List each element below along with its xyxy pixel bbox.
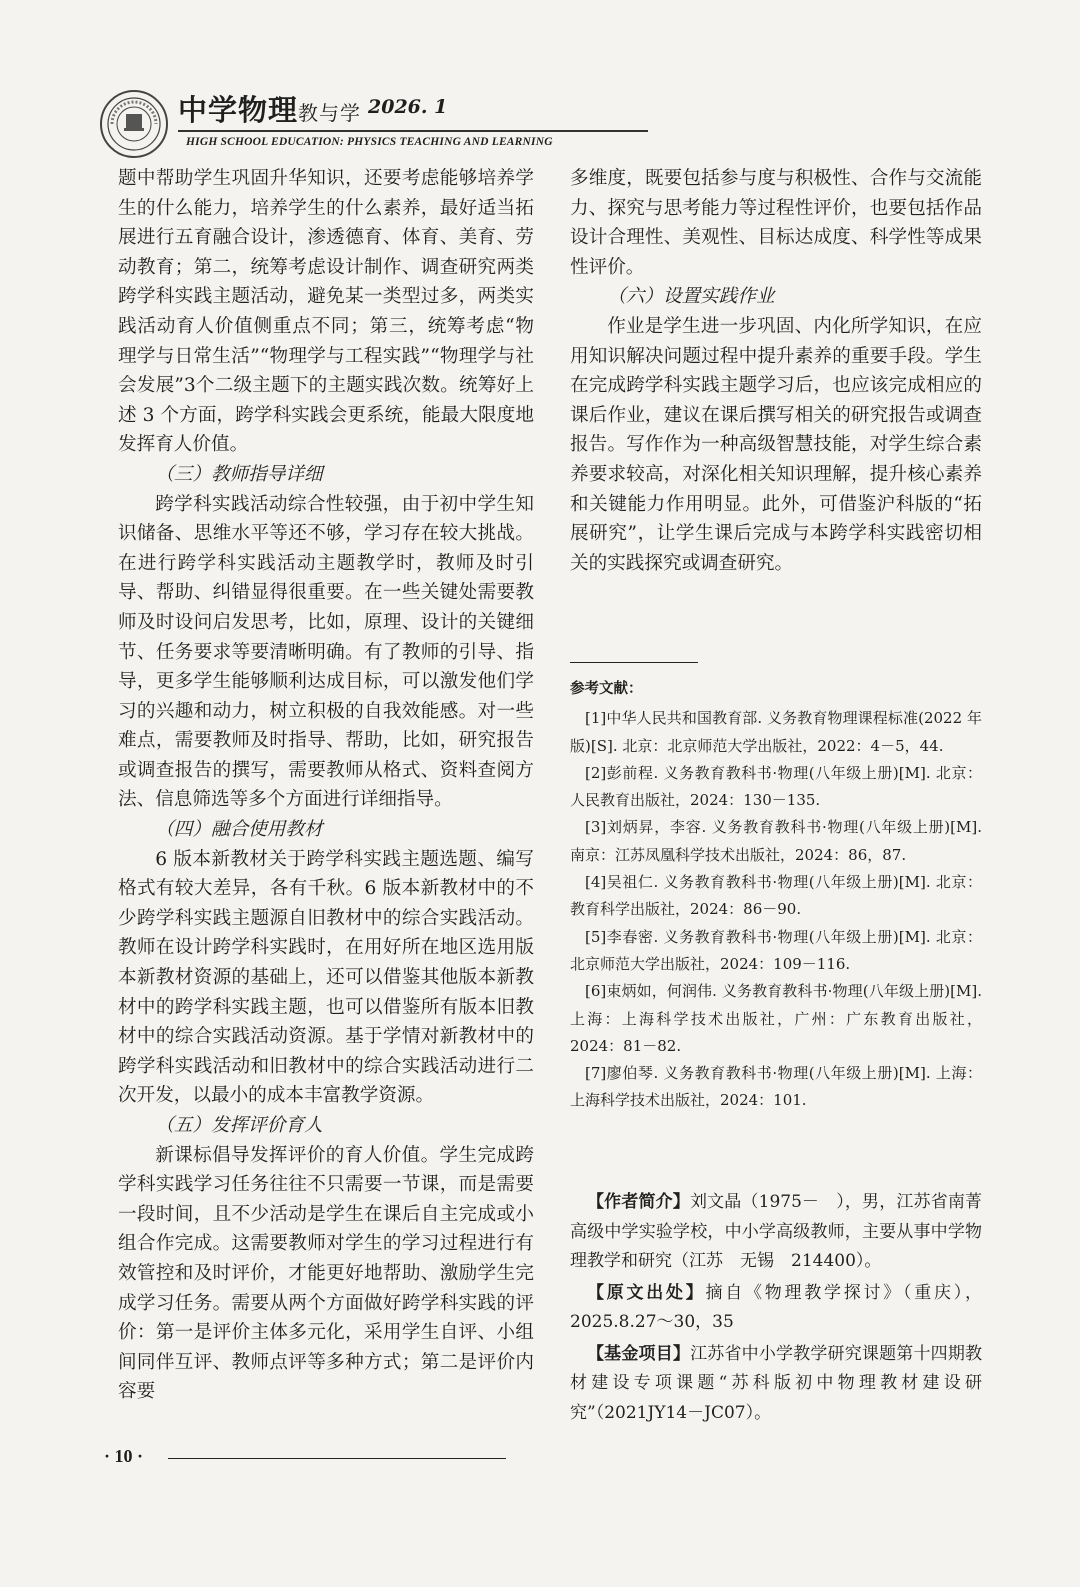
fund-label: 【基金项目】 — [587, 1343, 691, 1364]
right-column — [570, 164, 982, 578]
reference-item: [3]刘炳昇，李容. 义务教育教科书·物理(八年级上册)[M]. 南京：江苏凤凰科学技术出版社，2024：86，87. — [570, 818, 982, 864]
body-paragraph: 多维度，既要包括参与度与积极性、合作与交流能力、探究与思考能力等过程性评价，也要包括作品设计合理性、美观性、目标达成度、科学性等成果性评价。 — [570, 168, 982, 278]
body-paragraph: 新课标倡导发挥评价的育人价值。学生完成跨学科实践学习任务往往不只需要一节课，而是需要一段时间，且不少活动是学生在课后自主完成或小组合作完成。这需要教师对学生的学习过程进行有效管控和及时评价，才能更好地帮助、激励学生完成学习任务。需要从两个方面做好跨学科实践的评价：第一是评价主体多元化，采用学生自评、小组间同伴互评、教师点评等多种方式；第二是评价内容要 — [118, 1144, 534, 1403]
section-heading: （五）发挥评价育人 — [155, 1115, 323, 1136]
references-title: 参考文献： — [570, 681, 643, 697]
journal-title — [178, 88, 361, 129]
fund-text: 江苏省中小学教学研究课题第十四期教材建设专项课题“苏科版初中物理教材建设研究”（2021JY14－JC07）。 — [570, 1343, 983, 1423]
school-emblem-icon — [100, 90, 168, 158]
body-paragraph: 跨学科实践活动综合性较强，由于初中学生知识储备、思维水平等还不够，学习存在较大挑战。在进行跨学科实践活动主题教学时，教师及时引导、帮助、纠错显得很重要。在一些关键处需要教师及时设问启发思考，比如，原理、设计的关键细节、任务要求等要清晰明确。有了教师的引导、指导，更多学生能够顺利达成目标，可以激发他们学习的兴趣和动力，树立积极的自我效能感。对一些难点，需要教师及时指导、帮助，比如，研究报告或调查报告的撰写，需要教师从格式、资料查阅方法、信息筛选等多个方面进行详细指导。 — [118, 493, 534, 811]
journal-english-title: HIGH SCHOOL EDUCATION: PHYSICS TEACHING AND LEARNING — [186, 136, 553, 148]
source-note — [570, 1279, 982, 1338]
left-column — [118, 164, 534, 1407]
references-divider — [570, 662, 698, 663]
source-label: 【原文出处】 — [587, 1282, 706, 1303]
body-paragraph: 6 版本新教材关于跨学科实践主题选题、编写格式有较大差异，各有千秋。6 版本新教材中的不少跨学科实践主题源自旧教材中的综合实践活动。教师在设计跨学科实践时，在用好所在地区选用版本新教材资源的基础上，还可以借鉴其他版本新教材中的跨学科实践主题，也可以借鉴所有版本旧教材中的综合实践活动资源。基于学情对新教材中的跨学科实践活动和旧教材中的综合实践活动进行二次开发，以最小的成本丰富教学资源。 — [118, 848, 534, 1107]
source-text: 摘自《物理教学探讨》（重庆），2025.8.27～30，35 — [570, 1282, 982, 1332]
reference-item: [7]廖伯琴. 义务教育教科书·物理(八年级上册)[M]. 上海：上海科学技术出版社，2024：101. — [570, 1064, 982, 1110]
section-heading: （四）融合使用教材 — [155, 819, 323, 841]
reference-item: [1]中华人民共和国教育部. 义务教育物理课程标准(2022 年版)[S]. 北京：北京师范大学出版社，2022：4－5，44. — [570, 709, 982, 755]
reference-item: [2]彭前程. 义务教育教科书·物理(八年级上册)[M]. 北京：人民教育出版社，2024：130－135. — [570, 763, 982, 810]
body-paragraph: 作业是学生进一步巩固、内化所学知识，在应用知识解决问题过程中提升素养的重要手段。学生在完成跨学科实践主题学习后，也应该完成相应的课后作业，建议在课后撰写相关的研究报告或调查报告。写作作为一种高级智慧技能，对学生综合素养要求较高，对深化相关知识理解，提升核心素养和关键能力作用明显。此外，可借鉴沪科版的“拓展研究”，让学生课后完成与本跨学科实践密切相关的实践探究或调查研究。 — [570, 315, 982, 574]
issue-number: 2026. 1 — [368, 96, 448, 118]
fund-note — [570, 1340, 982, 1429]
author-label: 【作者简介】 — [587, 1192, 690, 1212]
header-divider — [178, 130, 648, 132]
journal-title-sub: 教与学 — [298, 101, 362, 125]
body-paragraph: 题中帮助学生巩固升华知识，还要考虑能够培养学生的什么能力，培养学生的什么素养，最好适当拓展进行五育融合设计，渗透德育、体育、美育、劳动教育；第二，统筹考虑设计制作、调查研究两类跨学科实践主题活动，避免某一类型过多，两类实践活动育人价值侧重点不同；第三，统筹考虑“物理学与日常生活”“物理学与工程实践”“物理学与社会发展”3个二级主题下的主题实践次数。统筹好上述 3 个方面，跨学科实践会更系统，能最大限度地发挥育人价值。 — [118, 168, 534, 456]
section-heading: （六）设置实践作业 — [607, 286, 775, 308]
reference-item: [4]吴祖仁. 义务教育教科书·物理(八年级上册)[M]. 北京：教育科学出版社，2024：86－90. — [570, 873, 982, 919]
page-number: · 10 · — [104, 1446, 144, 1466]
section-heading: （三）教师指导详细 — [155, 463, 323, 485]
author-info — [570, 1188, 982, 1430]
references — [570, 676, 982, 1115]
footer-divider — [168, 1458, 506, 1459]
reference-item: [6]束炳如，何润伟. 义务教育教科书·物理(八年级上册)[M]. 上海：上海科学技术出版社，广州：广东教育出版社，2024：81－82. — [570, 982, 982, 1055]
journal-title-main: 中学物理 — [178, 93, 299, 127]
reference-item: [5]李春密. 义务教育教科书·物理(八年级上册)[M]. 北京：北京师范大学出版社，2024：109－116. — [570, 927, 982, 973]
page-header — [100, 82, 553, 162]
author-text: 刘文晶（1975－ ），男，江苏省南菁高级中学实验学校，中小学高级教师，主要从事中学物理教学和研究（江苏 无锡 214400）。 — [570, 1192, 983, 1271]
author-bio — [570, 1188, 982, 1277]
